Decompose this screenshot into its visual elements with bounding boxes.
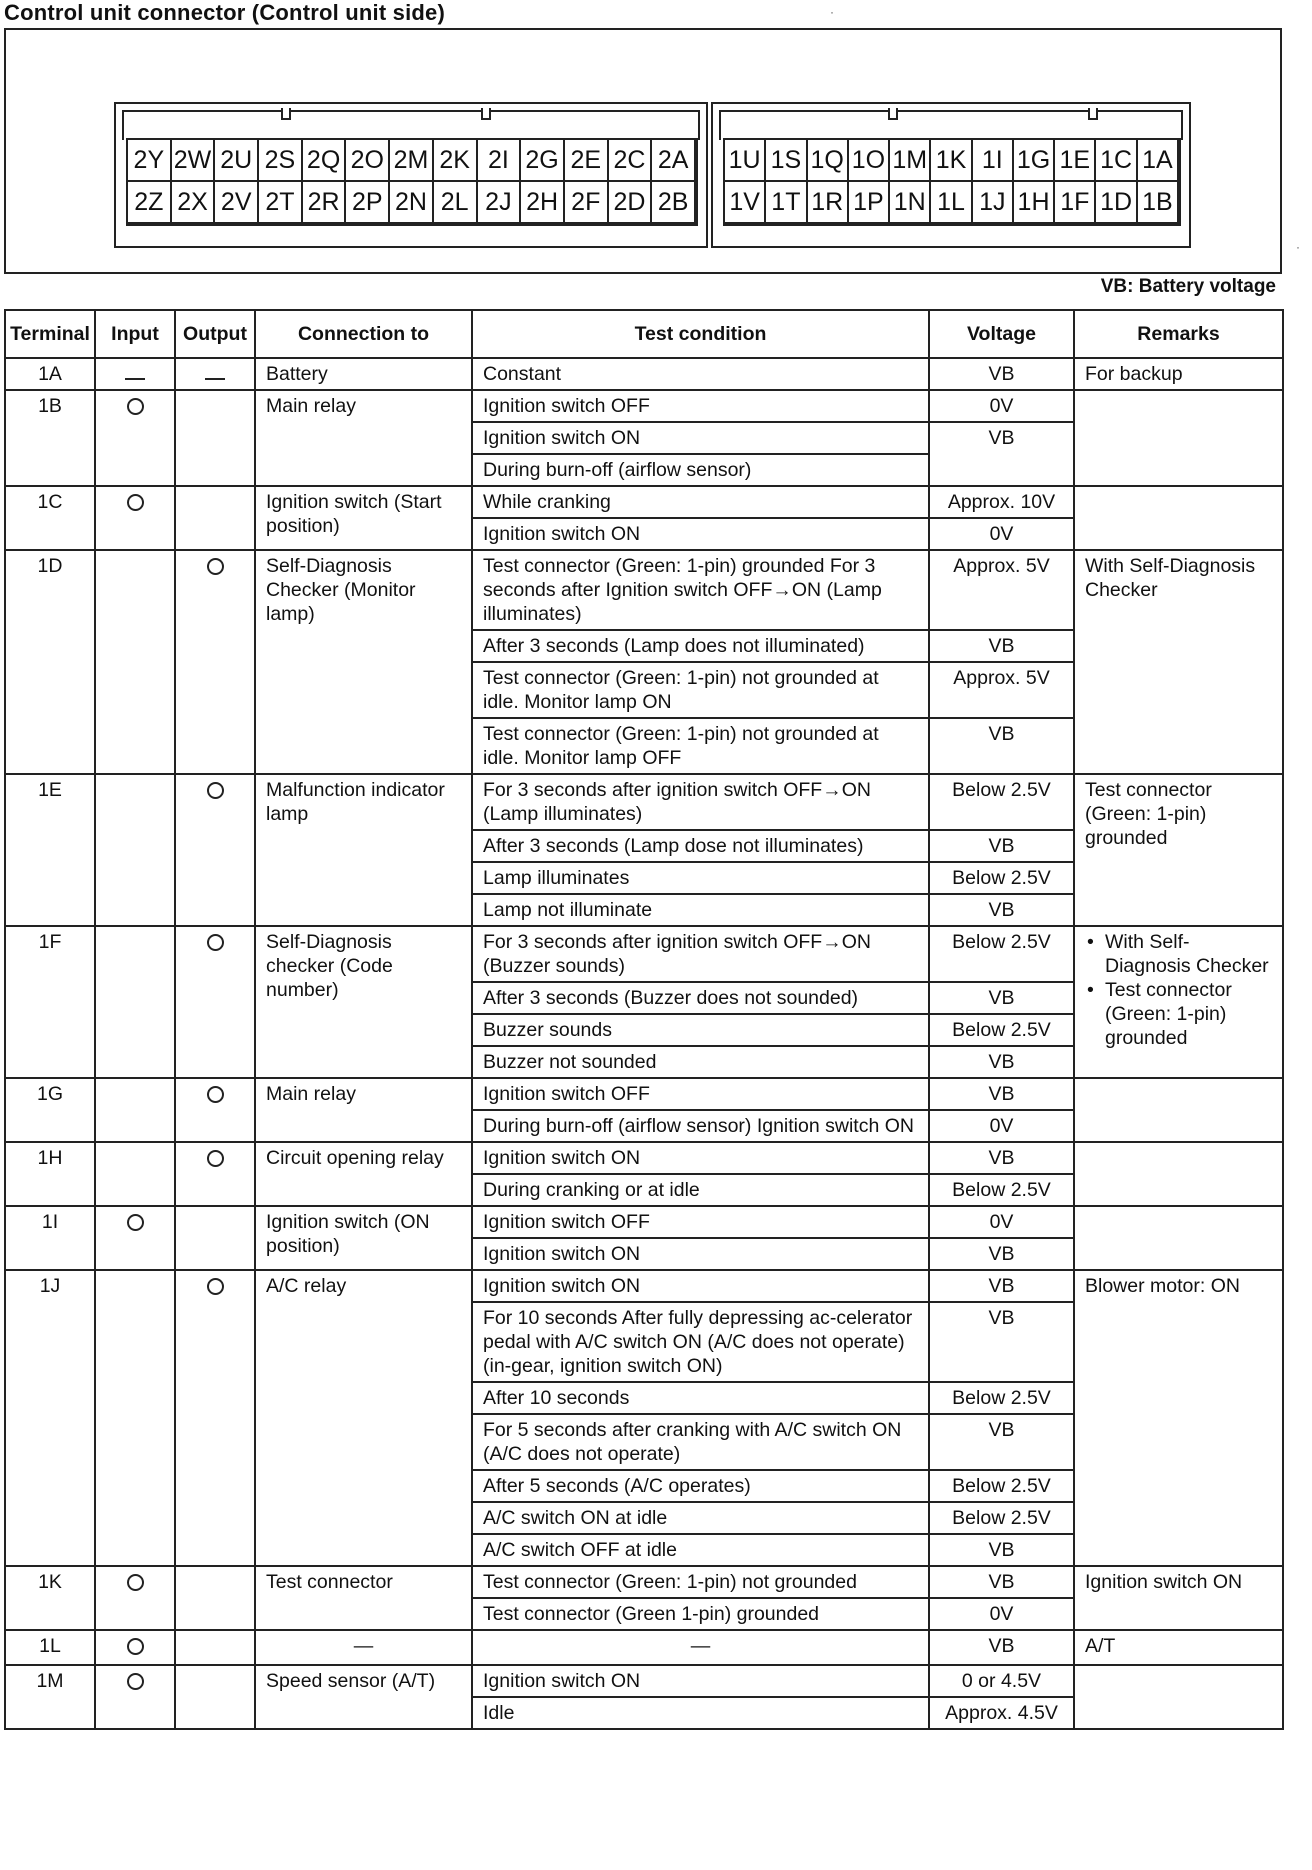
voltage-cell: VB (929, 1534, 1074, 1566)
voltage-cell: Approx. 5V (929, 550, 1074, 630)
connection-cell: — (255, 1630, 472, 1665)
header-voltage: Voltage (929, 310, 1074, 358)
terminal-cell: 1C (5, 486, 95, 550)
voltage-cell: Below 2.5V (929, 1502, 1074, 1534)
connector-key (1088, 108, 1098, 120)
connection-cell: Ignition switch (Start position) (255, 486, 472, 550)
condition-cell: Ignition switch ON (472, 1270, 929, 1302)
voltage-cell: VB (929, 1142, 1074, 1174)
pin-2a: 2A (652, 140, 696, 182)
voltage-cell: Below 2.5V (929, 1470, 1074, 1502)
pin-2q: 2Q (303, 140, 347, 182)
input-cell (95, 1566, 175, 1630)
input-cell (95, 1206, 175, 1270)
condition-cell: Ignition switch OFF (472, 1078, 929, 1110)
voltage-cell: VB (929, 1302, 1074, 1382)
remarks-cell (1074, 1206, 1283, 1270)
condition-cell: After 3 seconds (Lamp does not illuminated) (472, 630, 929, 662)
remark-text: A/T (1085, 1635, 1116, 1657)
pin-2r: 2R (303, 182, 347, 224)
condition-cell: During burn-off (airflow sensor) (472, 454, 929, 486)
terminal-spec-table (4, 309, 1284, 1730)
pin-2e: 2E (565, 140, 609, 182)
condition-cell: — (472, 1630, 929, 1665)
condition-cell: Constant (472, 358, 929, 390)
condition-cell: During cranking or at idle (472, 1174, 929, 1206)
condition-cell: Test connector (Green: 1-pin) not grounded at idle. Monitor lamp OFF (472, 718, 929, 774)
output-cell (175, 1142, 255, 1206)
input-cell (95, 550, 175, 774)
pin-2z: 2Z (128, 182, 172, 224)
condition-cell: Buzzer not sounded (472, 1046, 929, 1078)
pin-1j: 1J (973, 182, 1014, 224)
pin-2y: 2Y (128, 140, 172, 182)
output-cell (175, 358, 255, 390)
pin-1l: 1L (931, 182, 972, 224)
pin-1u: 1U (725, 140, 766, 182)
voltage-cell: 0 or 4.5V (929, 1665, 1074, 1697)
pin-2t: 2T (259, 182, 303, 224)
condition-cell: Test connector (Green: 1-pin) not grounded (472, 1566, 929, 1598)
remarks-cell (1074, 926, 1283, 1078)
condition-cell: Lamp not illuminate (472, 894, 929, 926)
input-cell (95, 774, 175, 926)
condition-cell: For 10 seconds After fully depressing ac-celerator pedal with A/C switch ON (A/C does not operate) (in-gear, ignition switch ON) (472, 1302, 929, 1382)
pin-1f: 1F (1055, 182, 1096, 224)
connection-cell: Self-Diagnosis checker (Code number) (255, 926, 472, 1078)
table-body (5, 358, 1283, 1729)
pin-1b: 1B (1138, 182, 1179, 224)
pin-2h: 2H (521, 182, 565, 224)
condition-cell: After 10 seconds (472, 1382, 929, 1414)
condition-cell: For 5 seconds after cranking with A/C switch ON (A/C does not operate) (472, 1414, 929, 1470)
remarks-cell (1074, 1270, 1283, 1566)
pin-2c: 2C (609, 140, 653, 182)
connector-key (888, 108, 898, 120)
condition-cell: Idle (472, 1697, 929, 1729)
circle-icon (127, 1638, 144, 1655)
input-cell (95, 1665, 175, 1729)
circle-icon (127, 1214, 144, 1231)
table-row (5, 358, 1283, 390)
terminal-cell: 1H (5, 1142, 95, 1206)
output-cell (175, 390, 255, 486)
pin-2o: 2O (346, 140, 390, 182)
voltage-cell: VB (929, 894, 1074, 926)
pin-2k: 2K (434, 140, 478, 182)
remark-text: For backup (1085, 363, 1183, 385)
condition-cell: After 3 seconds (Lamp dose not illuminates) (472, 830, 929, 862)
voltage-cell: 0V (929, 1110, 1074, 1142)
circle-icon (207, 1150, 224, 1167)
table-row (5, 1078, 1283, 1110)
connection-cell: Self-Diagnosis Checker (Monitor lamp) (255, 550, 472, 774)
condition-cell: Ignition switch ON (472, 1142, 929, 1174)
pin-1g: 1G (1014, 140, 1055, 182)
connector-2-block (114, 102, 708, 248)
table-row (5, 926, 1283, 982)
table-row (5, 1566, 1283, 1598)
remarks-cell (1074, 486, 1283, 550)
voltage-cell: Approx. 5V (929, 662, 1074, 718)
condition-cell: Ignition switch ON (472, 1665, 929, 1697)
condition-cell: After 3 seconds (Buzzer does not sounded) (472, 982, 929, 1014)
connection-cell: Main relay (255, 1078, 472, 1142)
connector-diagram (4, 28, 1282, 274)
circle-icon (127, 1574, 144, 1591)
table-row (5, 486, 1283, 518)
voltage-cell: 0V (929, 1598, 1074, 1630)
condition-cell: For 3 seconds after ignition switch OFF→ON (Lamp illuminates) (472, 774, 929, 830)
voltage-cell: Approx. 10V (929, 486, 1074, 518)
table-row (5, 1630, 1283, 1665)
pin-1s: 1S (766, 140, 807, 182)
pin-2n: 2N (390, 182, 434, 224)
pin-1c: 1C (1096, 140, 1137, 182)
circle-icon (207, 1086, 224, 1103)
input-cell (95, 358, 175, 390)
output-cell (175, 1270, 255, 1566)
condition-cell: Ignition switch OFF (472, 1206, 929, 1238)
dash-icon (125, 378, 145, 380)
voltage-cell: VB (929, 1238, 1074, 1270)
connector-rail (122, 110, 700, 140)
voltage-cell: VB (929, 630, 1074, 662)
connector-1-block (711, 102, 1191, 248)
terminal-cell: 1B (5, 390, 95, 486)
pin-grid-2 (126, 138, 698, 226)
output-cell (175, 550, 255, 774)
pin-2i: 2I (478, 140, 522, 182)
remarks-cell (1074, 1142, 1283, 1206)
circle-icon (127, 398, 144, 415)
pin-2v: 2V (215, 182, 259, 224)
condition-cell: Test connector (Green: 1-pin) grounded For 3 seconds after Ignition switch OFF→ON (Lamp illuminates) (472, 550, 929, 630)
table-header-row (5, 310, 1283, 358)
condition-cell: During burn-off (airflow sensor) Ignition switch ON (472, 1110, 929, 1142)
pin-1i: 1I (973, 140, 1014, 182)
pin-2f: 2F (565, 182, 609, 224)
pin-1p: 1P (849, 182, 890, 224)
pin-1a: 1A (1138, 140, 1179, 182)
table-row (5, 390, 1283, 422)
connection-cell: Battery (255, 358, 472, 390)
output-cell (175, 486, 255, 550)
pin-grid-1 (723, 138, 1181, 226)
pin-1o: 1O (849, 140, 890, 182)
remark-bullet: • With Self-Diagnosis Checker (1085, 930, 1272, 978)
pin-1q: 1Q (808, 140, 849, 182)
pin-2m: 2M (390, 140, 434, 182)
output-cell (175, 1665, 255, 1729)
pin-2j: 2J (478, 182, 522, 224)
connector-key (281, 108, 291, 120)
voltage-cell: VB (929, 1046, 1074, 1078)
pin-2w: 2W (172, 140, 216, 182)
input-cell (95, 1270, 175, 1566)
header-terminal: Terminal (5, 310, 95, 358)
terminal-cell: 1M (5, 1665, 95, 1729)
page-title: Control unit connector (Control unit side) (4, 0, 446, 25)
terminal-cell: 1F (5, 926, 95, 1078)
condition-cell: Ignition switch ON (472, 1238, 929, 1270)
table-row (5, 550, 1283, 630)
circle-icon (207, 558, 224, 575)
battery-voltage-legend: VB: Battery voltage (1100, 276, 1276, 297)
terminal-cell: 1D (5, 550, 95, 774)
remarks-cell (1074, 1630, 1283, 1665)
remarks-cell (1074, 774, 1283, 926)
connection-cell: Test connector (255, 1566, 472, 1630)
condition-cell: Ignition switch ON (472, 422, 929, 454)
condition-cell: Ignition switch ON (472, 518, 929, 550)
condition-cell: A/C switch ON at idle (472, 1502, 929, 1534)
remark-text: Blower motor: ON (1085, 1275, 1240, 1297)
connector-rail (719, 110, 1183, 140)
output-cell (175, 926, 255, 1078)
circle-icon (127, 494, 144, 511)
voltage-cell: VB (929, 1270, 1074, 1302)
terminal-cell: 1I (5, 1206, 95, 1270)
condition-cell: Test connector (Green 1-pin) grounded (472, 1598, 929, 1630)
voltage-cell: 0V (929, 390, 1074, 422)
input-cell (95, 390, 175, 486)
input-cell (95, 926, 175, 1078)
condition-cell: Buzzer sounds (472, 1014, 929, 1046)
remark-text: Ignition switch ON (1085, 1571, 1243, 1593)
condition-cell: While cranking (472, 486, 929, 518)
pin-1k: 1K (931, 140, 972, 182)
connector-key (481, 108, 491, 120)
circle-icon (207, 934, 224, 951)
header-input: Input (95, 310, 175, 358)
remarks-cell (1074, 390, 1283, 486)
remark-text: Test connector (Green: 1-pin) grounded (1085, 779, 1212, 849)
output-cell (175, 1206, 255, 1270)
connection-cell: Speed sensor (A/T) (255, 1665, 472, 1729)
table-row (5, 1665, 1283, 1697)
voltage-cell: VB (929, 830, 1074, 862)
table-row (5, 1270, 1283, 1302)
input-cell (95, 1078, 175, 1142)
output-cell (175, 1566, 255, 1630)
remarks-cell (1074, 358, 1283, 390)
table-row (5, 1142, 1283, 1174)
dash-icon (205, 378, 225, 380)
pin-1t: 1T (766, 182, 807, 224)
remarks-cell (1074, 1665, 1283, 1729)
voltage-cell: Below 2.5V (929, 1174, 1074, 1206)
terminal-cell: 1E (5, 774, 95, 926)
input-cell (95, 486, 175, 550)
pin-2s: 2S (259, 140, 303, 182)
header-connection: Connection to (255, 310, 472, 358)
table-row (5, 774, 1283, 830)
header-output: Output (175, 310, 255, 358)
remark-text: With Self-Diagnosis Checker (1085, 555, 1256, 601)
pin-1d: 1D (1096, 182, 1137, 224)
voltage-cell: 0V (929, 518, 1074, 550)
terminal-cell: 1J (5, 1270, 95, 1566)
pin-1v: 1V (725, 182, 766, 224)
pin-1h: 1H (1014, 182, 1055, 224)
circle-icon (207, 1278, 224, 1295)
input-cell (95, 1630, 175, 1665)
pin-2l: 2L (434, 182, 478, 224)
voltage-cell: Below 2.5V (929, 1014, 1074, 1046)
condition-cell: A/C switch OFF at idle (472, 1534, 929, 1566)
condition-cell: Lamp illuminates (472, 862, 929, 894)
connection-cell: Ignition switch (ON position) (255, 1206, 472, 1270)
terminal-cell: 1L (5, 1630, 95, 1665)
header-remarks: Remarks (1074, 310, 1283, 358)
connection-cell: A/C relay (255, 1270, 472, 1566)
remarks-cell (1074, 550, 1283, 774)
pin-1n: 1N (890, 182, 931, 224)
voltage-cell: Approx. 4.5V (929, 1697, 1074, 1729)
connection-cell: Malfunction indicator lamp (255, 774, 472, 926)
voltage-cell: VB (929, 1566, 1074, 1598)
voltage-cell: Below 2.5V (929, 774, 1074, 830)
table-row (5, 1206, 1283, 1238)
condition-cell: Ignition switch OFF (472, 390, 929, 422)
voltage-cell: VB (929, 982, 1074, 1014)
voltage-cell: Below 2.5V (929, 926, 1074, 982)
voltage-cell: VB (929, 718, 1074, 774)
pin-2p: 2P (346, 182, 390, 224)
condition-cell: Test connector (Green: 1-pin) not grounded at idle. Monitor lamp ON (472, 662, 929, 718)
pin-1r: 1R (808, 182, 849, 224)
pin-1e: 1E (1055, 140, 1096, 182)
voltage-cell: VB (929, 422, 1074, 486)
voltage-cell: VB (929, 1078, 1074, 1110)
connection-cell: Circuit opening relay (255, 1142, 472, 1206)
terminal-cell: 1G (5, 1078, 95, 1142)
input-cell (95, 1142, 175, 1206)
circle-icon (127, 1673, 144, 1690)
pin-2x: 2X (172, 182, 216, 224)
pin-2u: 2U (215, 140, 259, 182)
output-cell (175, 1630, 255, 1665)
output-cell (175, 774, 255, 926)
header-test-condition: Test condition (472, 310, 929, 358)
output-cell (175, 1078, 255, 1142)
connection-cell: Main relay (255, 390, 472, 486)
voltage-cell: VB (929, 358, 1074, 390)
condition-cell: For 3 seconds after ignition switch OFF→ON (Buzzer sounds) (472, 926, 929, 982)
remarks-cell (1074, 1566, 1283, 1630)
terminal-cell: 1A (5, 358, 95, 390)
voltage-cell: Below 2.5V (929, 1382, 1074, 1414)
voltage-cell: VB (929, 1414, 1074, 1470)
voltage-cell: VB (929, 1630, 1074, 1665)
remarks-cell (1074, 1078, 1283, 1142)
condition-cell: After 5 seconds (A/C operates) (472, 1470, 929, 1502)
pin-2g: 2G (521, 140, 565, 182)
voltage-cell: 0V (929, 1206, 1074, 1238)
pin-1m: 1M (890, 140, 931, 182)
voltage-cell: Below 2.5V (929, 862, 1074, 894)
pin-2b: 2B (652, 182, 696, 224)
terminal-cell: 1K (5, 1566, 95, 1630)
circle-icon (207, 782, 224, 799)
pin-2d: 2D (609, 182, 653, 224)
remark-bullet: • Test connector (Green: 1-pin) grounded (1085, 978, 1272, 1050)
